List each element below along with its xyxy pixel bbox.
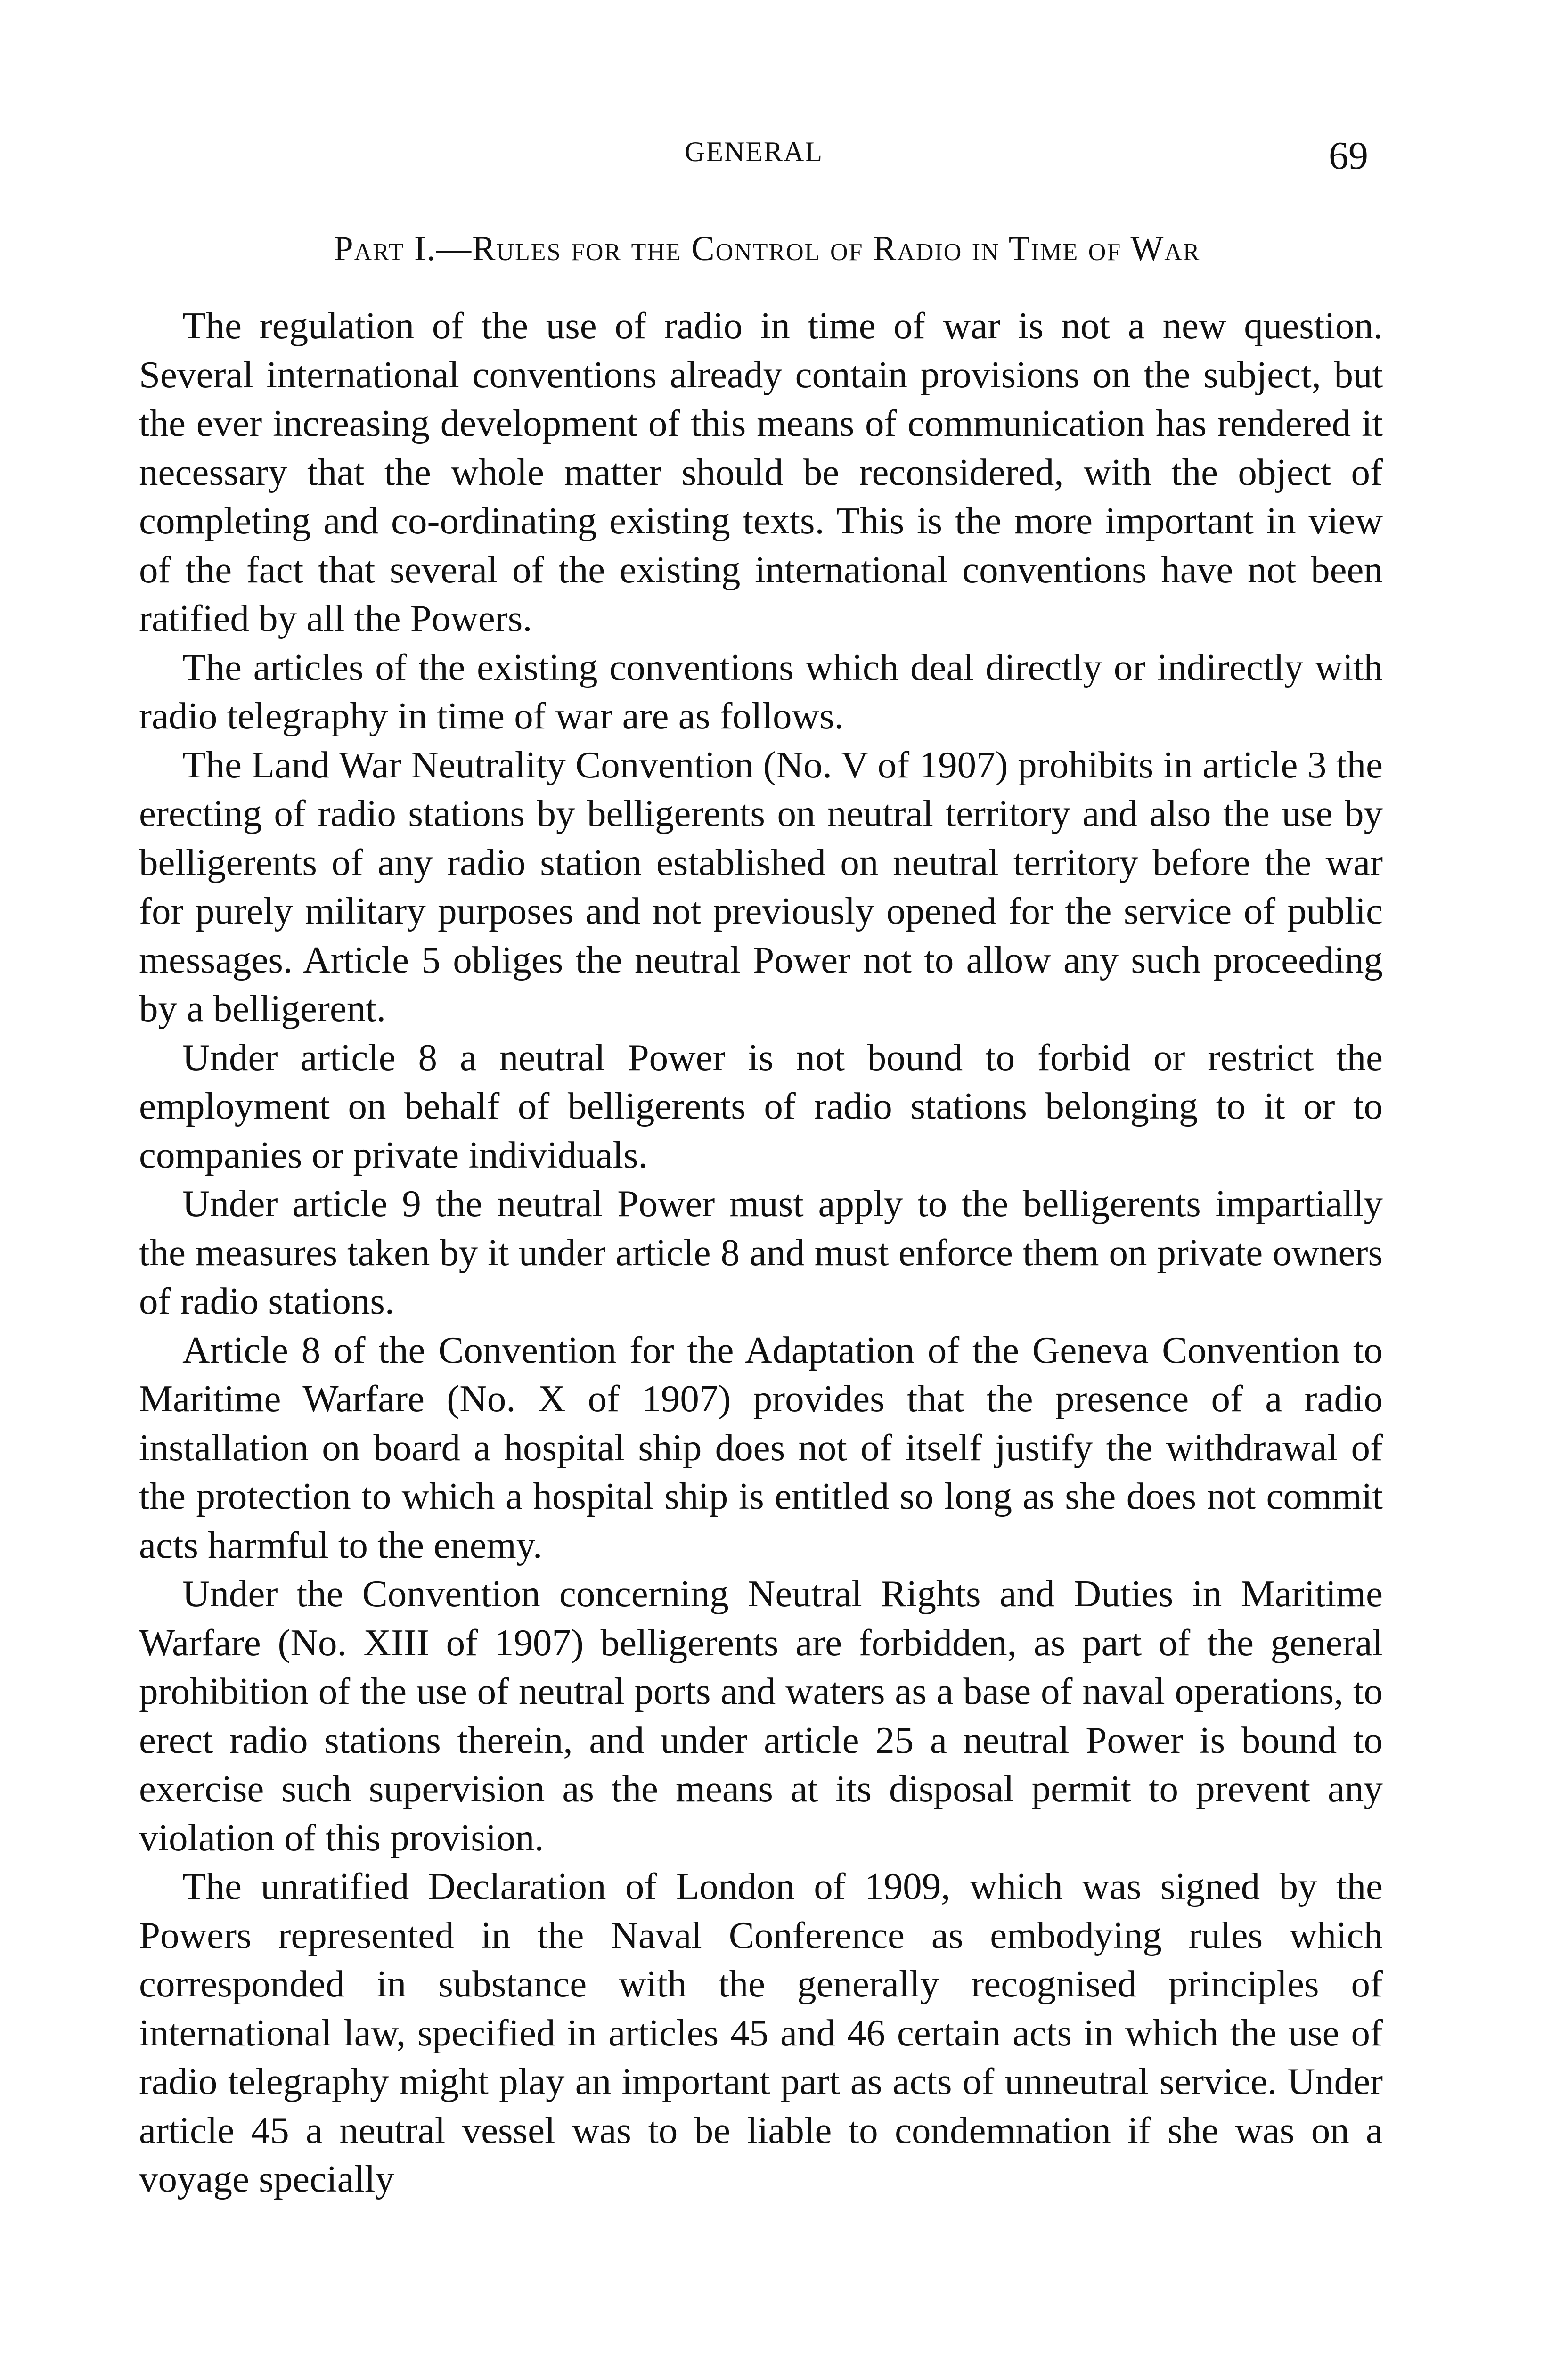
paragraph: Under article 9 the neutral Power must apply to the belligerents impartially the measures taken by it under article 8 and must enforce them on private owners of radio stations. <box>139 1182 1383 1322</box>
paragraph: The regulation of the use of radio in time of war is not a new question. Several international conventions already contain provisions on the subject, but the ever increasing development of this means of communication has rendered it necessary that the whole matter should be reconsidered, with the object of completing and co-ordinating existing texts. This is the more important in view of the fact that several of the existing international conventions have not been ratified by all the Powers. <box>139 304 1383 639</box>
page-number: 69 <box>1329 134 1368 178</box>
paragraph: Article 8 of the Convention for the Adaptation of the Geneva Convention to Maritime Warfare (No. X of 1907) provides that the presence of a radio installation on board a hospital ship does not of itself justify the withdrawal of the protection to which a hospital ship is entitled so long as she does not commit acts harmful to the enemy. <box>139 1328 1383 1566</box>
paragraph: The Land War Neutrality Convention (No. V of 1907) prohibits in article 3 the erecting of radio stations by belligerents on neutral territory and also the use by belligerents of any radio station established on neutral territory before the war for purely military purposes and not previously opened for the service of public messages. Article 5 obliges the neutral Power not to allow any such proceeding by a belligerent. <box>139 743 1383 1030</box>
paragraph: Under article 8 a neutral Power is not bound to forbid or restrict the employment on behalf of belligerents of radio stations belonging to it or to companies or private individuals. <box>139 1036 1383 1176</box>
paragraph: The unratified Declaration of London of 1909, which was signed by the Powers represented in the Naval Conference as embodying rules which corresponded in substance with the generally recognised principles of international law, specified in articles 45 and 46 certain acts in which the use of radio telegraphy might play an important part as acts of unneutral service. Under article 45 a neutral vessel was to be liable to condemnation if she was on a voyage specially <box>139 1865 1383 2200</box>
body-text <box>139 302 1383 2204</box>
section-heading: Part I.—Rules for the Control of Radio in Time of War <box>334 229 1200 268</box>
running-head: GENERAL <box>685 136 823 167</box>
paragraph: Under the Convention concerning Neutral Rights and Duties in Maritime Warfare (No. XIII of 1907) belligerents are forbidden, as part of the general prohibition of the use of neutral ports and waters as a base of naval operations, to erect radio stations therein, and under article 25 a neutral Power is bound to exercise such supervision as the means at its disposal permit to prevent any violation of this provision. <box>139 1572 1383 1859</box>
paragraph: The articles of the existing conventions which deal directly or indirectly with radio telegraphy in time of war are as follows. <box>139 646 1383 737</box>
